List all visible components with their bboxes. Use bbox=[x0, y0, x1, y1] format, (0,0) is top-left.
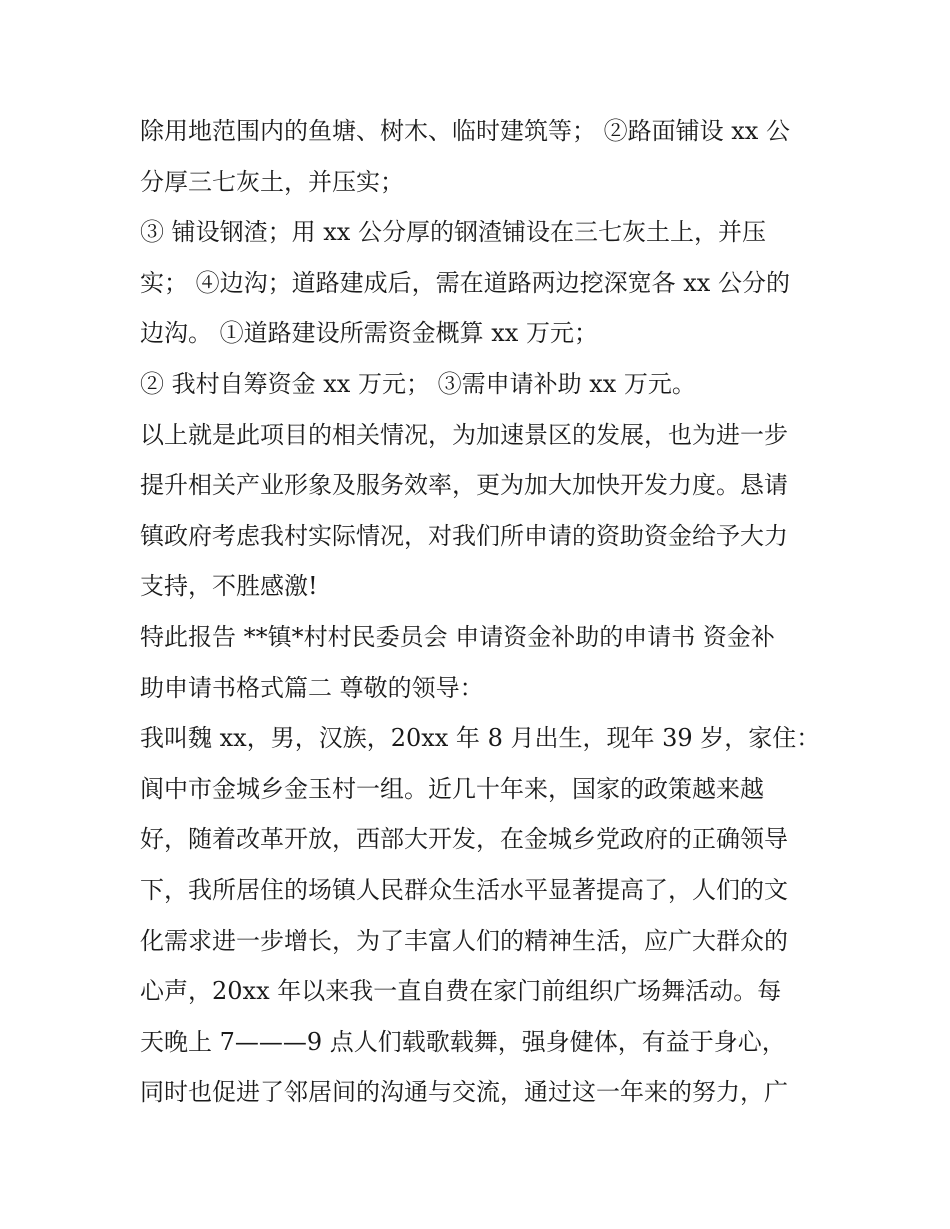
body-text bbox=[140, 106, 820, 1118]
text-line: 下，我所居住的场镇人民群众生活水平显著提高了，人们的文 bbox=[140, 875, 788, 904]
text-line: 天晚上 7———9 点人们载歌载舞，强身健体，有益于身心， bbox=[140, 1027, 786, 1056]
text-line: 支持，不胜感激! bbox=[140, 572, 318, 601]
text-line: 化需求进一步增长，为了丰富人们的精神生活，应广大群众的 bbox=[140, 926, 788, 955]
text-line: 以上就是此项目的相关情况，为加速景区的发展，也为进一步 bbox=[140, 420, 788, 449]
text-line: 好，随着改革开放，西部大开发，在金城乡党政府的正确领导 bbox=[140, 825, 788, 854]
text-line: 边沟。 ①道路建设所需资金概算 xx 万元； bbox=[140, 319, 598, 348]
text-line: 提升相关产业形象及服务效率，更为加大加快开发力度。恳请 bbox=[140, 471, 788, 500]
text-line: 我叫魏 xx，男，汉族，20xx 年 8 月出生，现年 39 岁，家住： bbox=[140, 724, 821, 753]
text-line: 助申请书格式篇二 尊敬的领导： bbox=[140, 673, 484, 702]
text-line: 特此报告 **镇*村村民委员会 申请资金补助的申请书 资金补 bbox=[140, 622, 775, 651]
text-line: 镇政府考虑我村实际情况，对我们所申请的资助资金给予大力 bbox=[140, 521, 788, 550]
text-line: 实； ④边沟；道路建成后，需在道路两边挖深宽各 xx 公分的 bbox=[140, 268, 790, 297]
text-line: 心声，20xx 年以来我一直自费在家门前组织广场舞活动。每 bbox=[140, 977, 782, 1006]
text-line: 分厚三七灰土，并压实； bbox=[140, 167, 404, 196]
text-line: ③ 铺设钢渣；用 xx 公分厚的钢渣铺设在三七灰土上，并压 bbox=[140, 218, 766, 247]
text-line: 除用地范围内的鱼塘、树木、临时建筑等； ②路面铺设 xx 公 bbox=[140, 117, 790, 145]
text-line: 同时也促进了邻居间的沟通与交流，通过这一年来的努力，广 bbox=[140, 1078, 788, 1107]
text-line: 阆中市金城乡金玉村一组。近几十年来，国家的政策越来越 bbox=[140, 774, 764, 803]
text-line: ② 我村自筹资金 xx 万元； ③需申请补助 xx 万元。 bbox=[140, 369, 696, 398]
